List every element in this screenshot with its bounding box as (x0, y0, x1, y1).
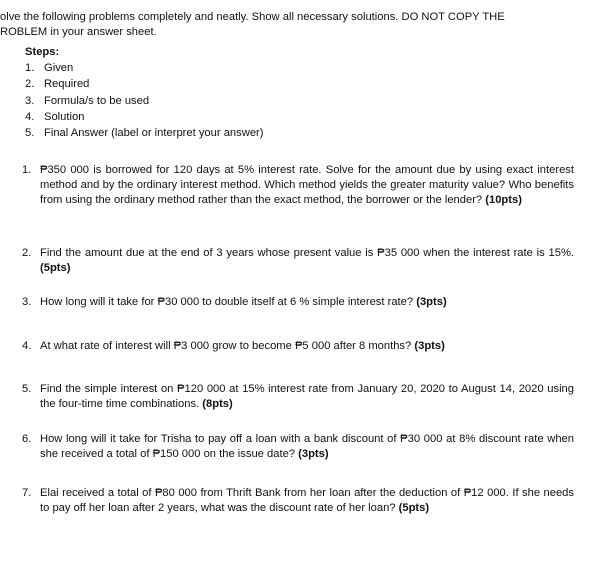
problem-points: (8pts) (202, 398, 233, 410)
problem-points: (3pts) (416, 296, 447, 308)
step-label: Final Answer (label or interpret your answer) (44, 127, 264, 140)
problem-2 (22, 246, 574, 276)
step-label: Given (44, 62, 74, 74)
problem-text: Find the simple interest on ₱120 000 at 15% interest rate from January 20, 2020 to August 14, 2020 using the four-time time combinations. (40, 383, 574, 410)
problem-points: (5pts) (40, 262, 71, 274)
step-number: 3. (25, 94, 35, 107)
problem-1 (22, 163, 574, 208)
problem-number: 7. (22, 487, 32, 499)
problem-4 (22, 339, 574, 354)
problem-number: 5. (22, 383, 32, 395)
problem-points: (3pts) (414, 340, 445, 352)
step-label: Formula/s to be used (44, 94, 150, 107)
instructions (0, 10, 590, 40)
problem-number: 6. (22, 433, 32, 445)
problem-text: Elai received a total of ₱80 000 from Thrift Bank from her loan after the deduction of ₱12 000. If she needs to pay off her loan after 2 years, what was the discount rate of her loan? (40, 487, 574, 514)
step-label: Required (44, 78, 90, 91)
problem-text: Find the amount due at the end of 3 years whose present value is ₱35 000 when the interest rate is 15%. (40, 247, 574, 259)
problem-7 (22, 486, 574, 516)
step-item (25, 61, 264, 76)
step-number: 2. (25, 78, 35, 91)
step-item (25, 110, 264, 125)
step-item (25, 77, 264, 92)
steps-section (25, 45, 264, 142)
steps-title: Steps: (25, 46, 60, 58)
problem-text: How long will it take for Trisha to pay off a loan with a bank discount of ₱30 000 at 8% discount rate when she received a total of ₱150 000 on the issue date? (40, 433, 574, 460)
steps-list (25, 61, 264, 141)
problem-points: (3pts) (298, 448, 329, 460)
step-item (25, 94, 264, 109)
problem-number: 2. (22, 247, 32, 259)
problem-number: 1. (22, 164, 32, 176)
problem-points: (5pts) (398, 502, 430, 514)
instructions-line-1: olve the following problems completely and neatly. Show all necessary solutions. DO NOT COPY THE (0, 11, 505, 23)
problem-text: ₱350 000 is borrowed for 120 days at 5% interest rate. Solve for the amount due by using exact interest method and by the ordinary interest method. Which method yields the greater maturity value? Who benefits from using the ordinary method rather than the exact method, the borrower or the lender? (40, 164, 574, 206)
problem-5 (22, 382, 574, 412)
step-number: 4. (25, 110, 35, 123)
problem-points: (10pts) (485, 194, 522, 206)
step-item (25, 126, 264, 141)
problem-number: 3. (22, 296, 32, 308)
problem-text: How long will it take for ₱30 000 to double itself at 6 % simple interest rate? (40, 296, 414, 308)
problem-text: At what rate of interest will ₱3 000 grow to become ₱5 000 after 8 months? (40, 340, 412, 352)
step-number: 1. (25, 62, 35, 74)
problem-3 (22, 295, 574, 310)
problem-6 (22, 432, 574, 462)
step-label: Solution (44, 110, 85, 123)
step-number: 5. (25, 127, 35, 140)
problem-number: 4. (22, 340, 32, 352)
instructions-line-2: ROBLEM in your answer sheet. (0, 26, 157, 38)
